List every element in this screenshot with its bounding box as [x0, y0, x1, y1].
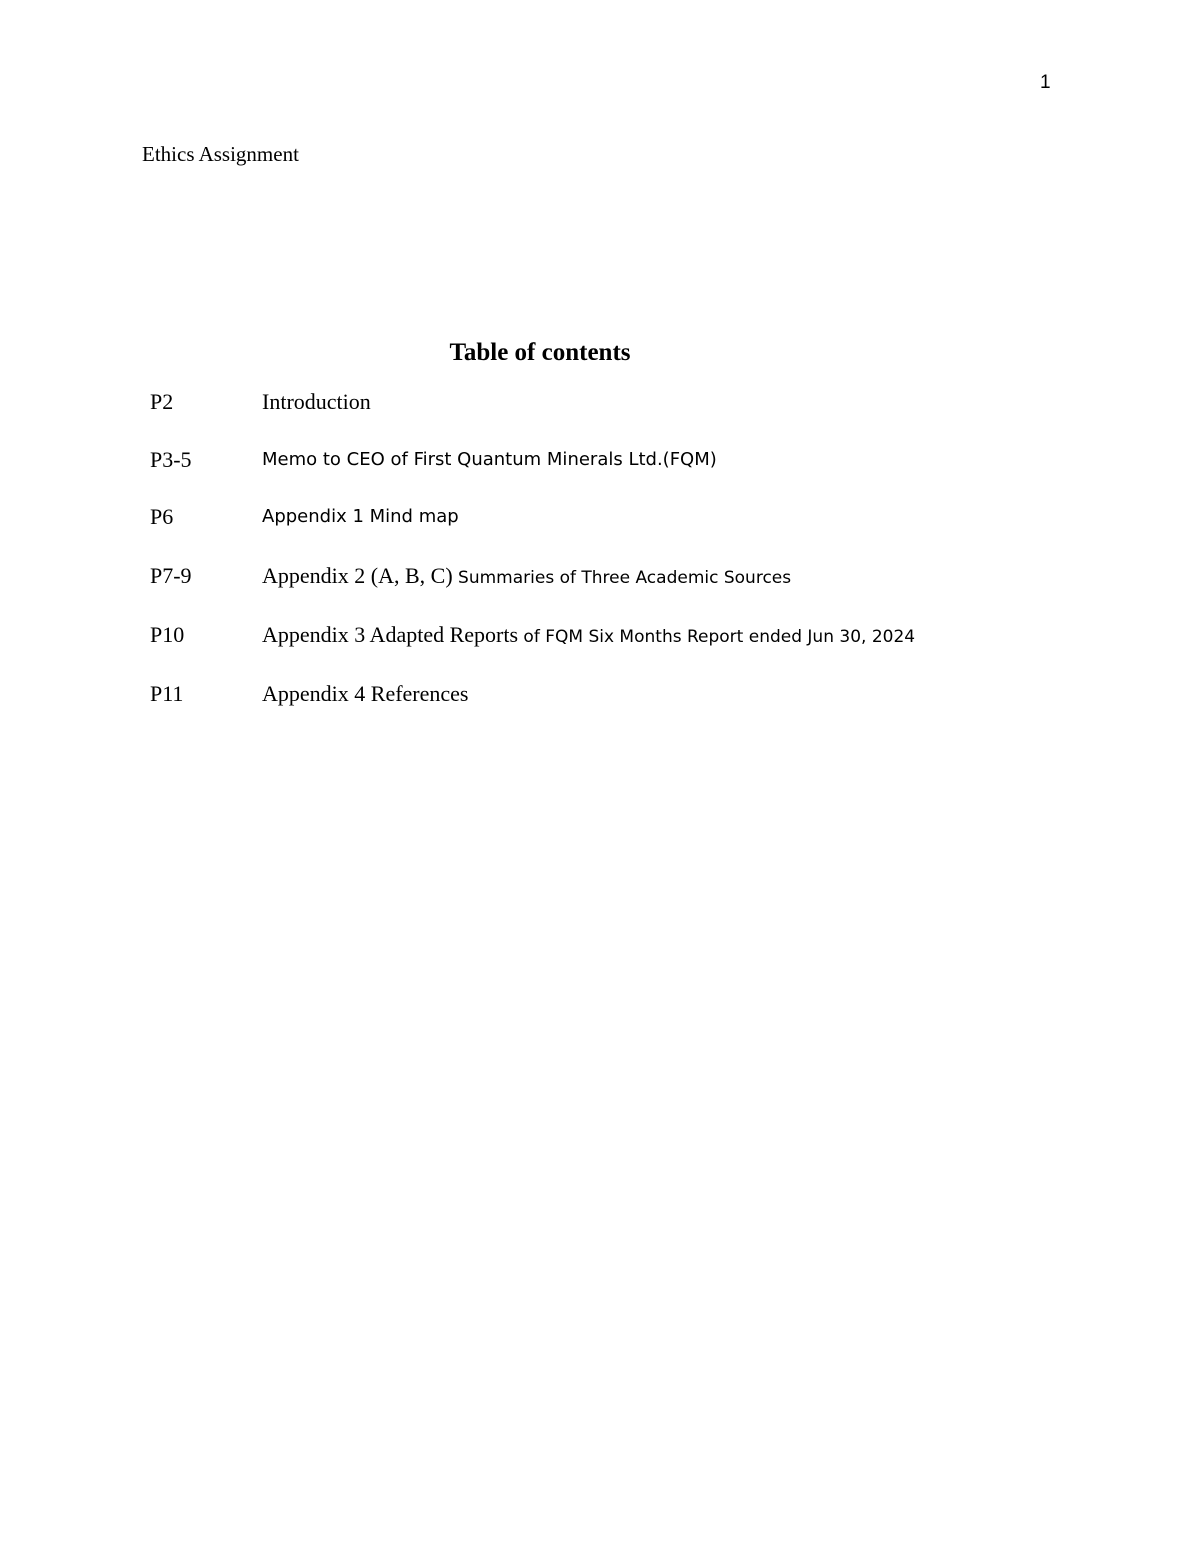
toc-entry-text: Appendix 2 (A, B, C) — [262, 563, 453, 588]
toc-entry-text: Memo to CEO of First Quantum Minerals Ltd.(FQM) — [262, 449, 717, 470]
toc-entry-label — [262, 681, 468, 707]
toc-entry-text-suffix: Summaries of Three Academic Sources — [452, 568, 792, 588]
toc-entry-label — [262, 449, 717, 470]
toc-page-number: P11 — [150, 681, 184, 706]
toc-entry-text: Appendix 3 Adapted Reports — [262, 622, 519, 647]
toc-entry-text: Appendix 4 References — [262, 681, 469, 706]
toc-entry-text: Introduction — [262, 389, 371, 414]
toc-page-number: P2 — [150, 389, 174, 414]
toc-page-number: P10 — [150, 622, 185, 647]
toc-entry-label — [262, 563, 791, 589]
toc-entry-label — [262, 389, 371, 415]
toc-entry-label — [262, 622, 915, 648]
toc-page-number: P6 — [150, 504, 174, 529]
running-head: Ethics Assignment — [142, 142, 299, 166]
toc-entry-text-suffix: of FQM Six Months Report ended Jun 30, 2024 — [518, 627, 916, 647]
page-number: 1 — [1040, 72, 1051, 93]
toc-entry-label — [262, 506, 459, 527]
toc-entry-text: Appendix 1 Mind map — [262, 506, 459, 527]
toc-title: Table of contents — [449, 339, 631, 366]
toc-page-number: P7-9 — [150, 563, 192, 588]
toc-page-number: P3-5 — [150, 447, 192, 472]
